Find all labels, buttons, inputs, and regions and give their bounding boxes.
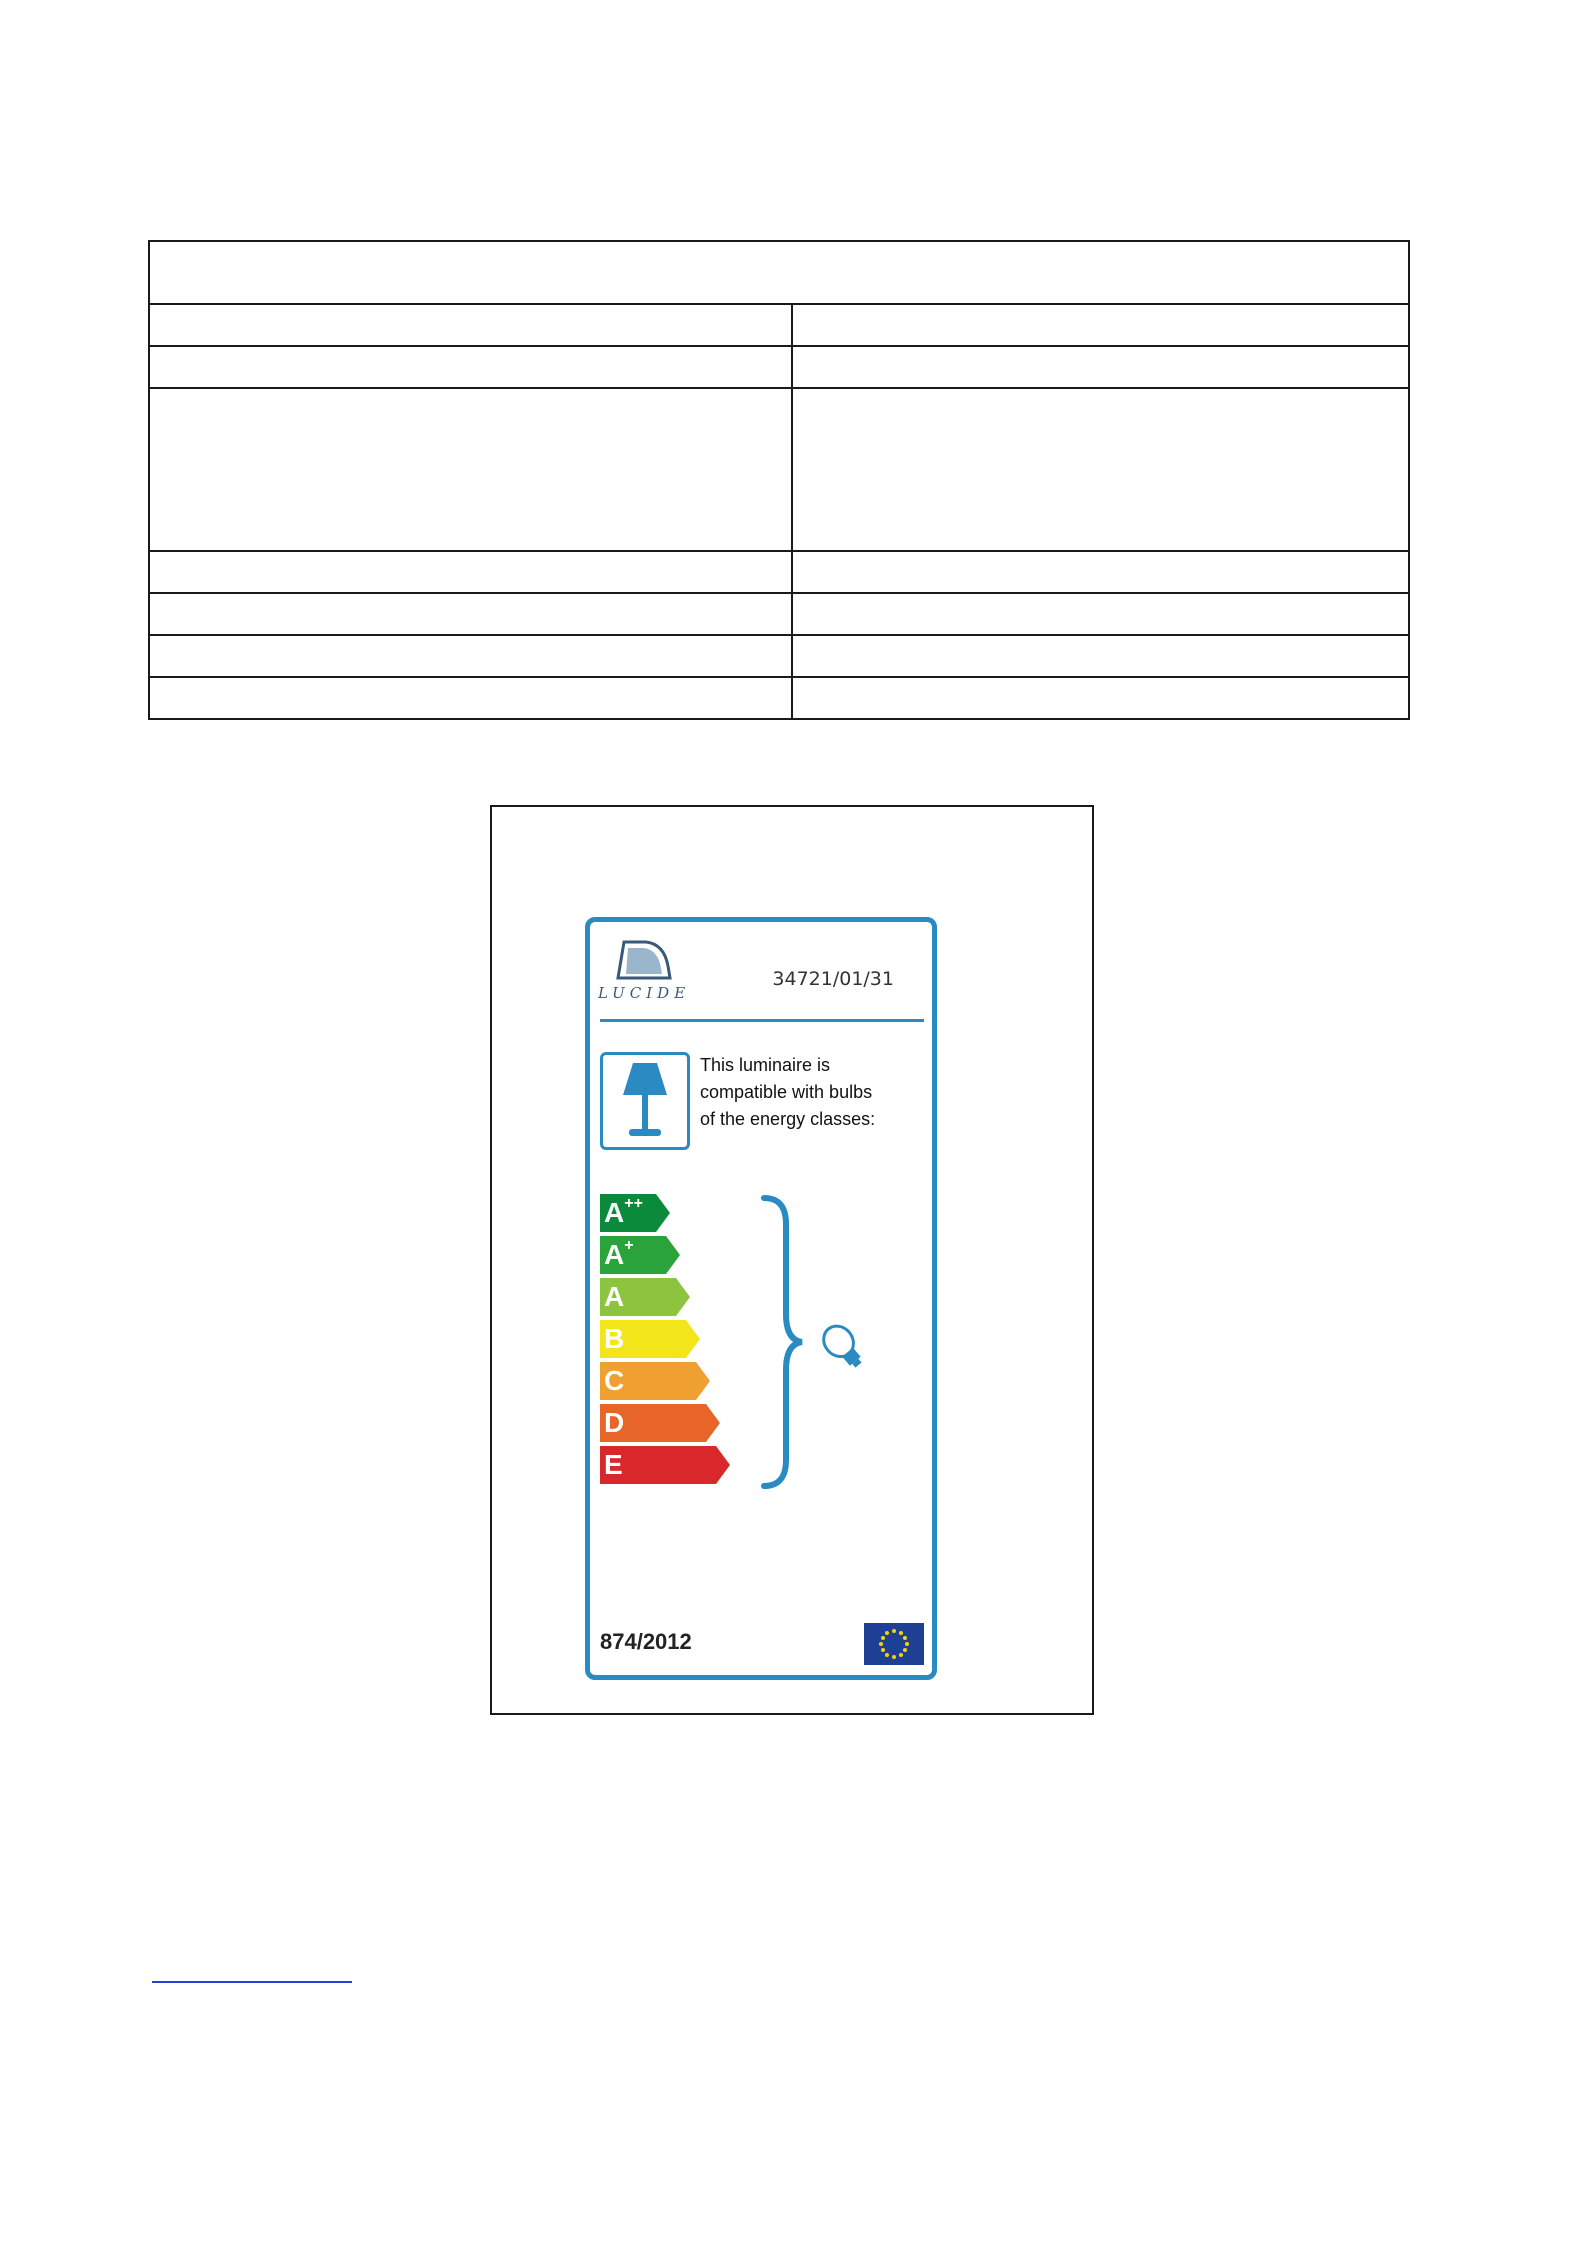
spec-table-title [149, 241, 1409, 304]
spec-table [148, 240, 1410, 720]
eu-flag-icon [864, 1623, 924, 1665]
spec-value [792, 388, 1409, 551]
bulb-icon [815, 1319, 875, 1379]
lamp-icon-box [600, 1052, 690, 1150]
table-row [149, 551, 1409, 593]
energy-class-d: D [600, 1404, 730, 1442]
curly-brace-icon [760, 1194, 805, 1490]
spec-label [149, 677, 792, 719]
spec-value [792, 551, 1409, 593]
spec-value [792, 677, 1409, 719]
energy-label-card [585, 917, 937, 1680]
spec-table-title-row [149, 241, 1409, 304]
hyperlink[interactable] [152, 1981, 352, 1983]
spec-value [792, 346, 1409, 388]
spec-label [149, 388, 792, 551]
spec-label [149, 551, 792, 593]
energy-label-image-frame [490, 805, 1094, 1715]
energy-class-c: C [600, 1362, 730, 1400]
spec-label [149, 635, 792, 677]
lamp-icon [603, 1055, 687, 1147]
brand-text: LUCIDE [598, 984, 691, 1002]
table-row [149, 346, 1409, 388]
energy-class-a-plus: A+ [600, 1236, 730, 1274]
energy-class-b: B [600, 1320, 730, 1358]
table-row [149, 304, 1409, 346]
spec-label [149, 346, 792, 388]
energy-class-scale [600, 1194, 730, 1488]
table-row [149, 635, 1409, 677]
spec-label [149, 593, 792, 635]
spec-label [149, 304, 792, 346]
table-row [149, 388, 1409, 551]
spec-value [792, 635, 1409, 677]
spec-value [792, 304, 1409, 346]
energy-class-e: E [600, 1446, 730, 1484]
spec-value [792, 593, 1409, 635]
table-row [149, 677, 1409, 719]
energy-class-a-plus-plus: A++ [600, 1194, 730, 1232]
compatibility-text: This luminaire is compatible with bulbs of the energy classes: [700, 1055, 876, 1129]
regulation-number: 874/2012 [600, 1629, 692, 1654]
energy-class-a: A [600, 1278, 730, 1316]
model-number: 34721/01/31 [772, 968, 894, 990]
table-row [149, 593, 1409, 635]
header-divider [600, 1019, 924, 1022]
